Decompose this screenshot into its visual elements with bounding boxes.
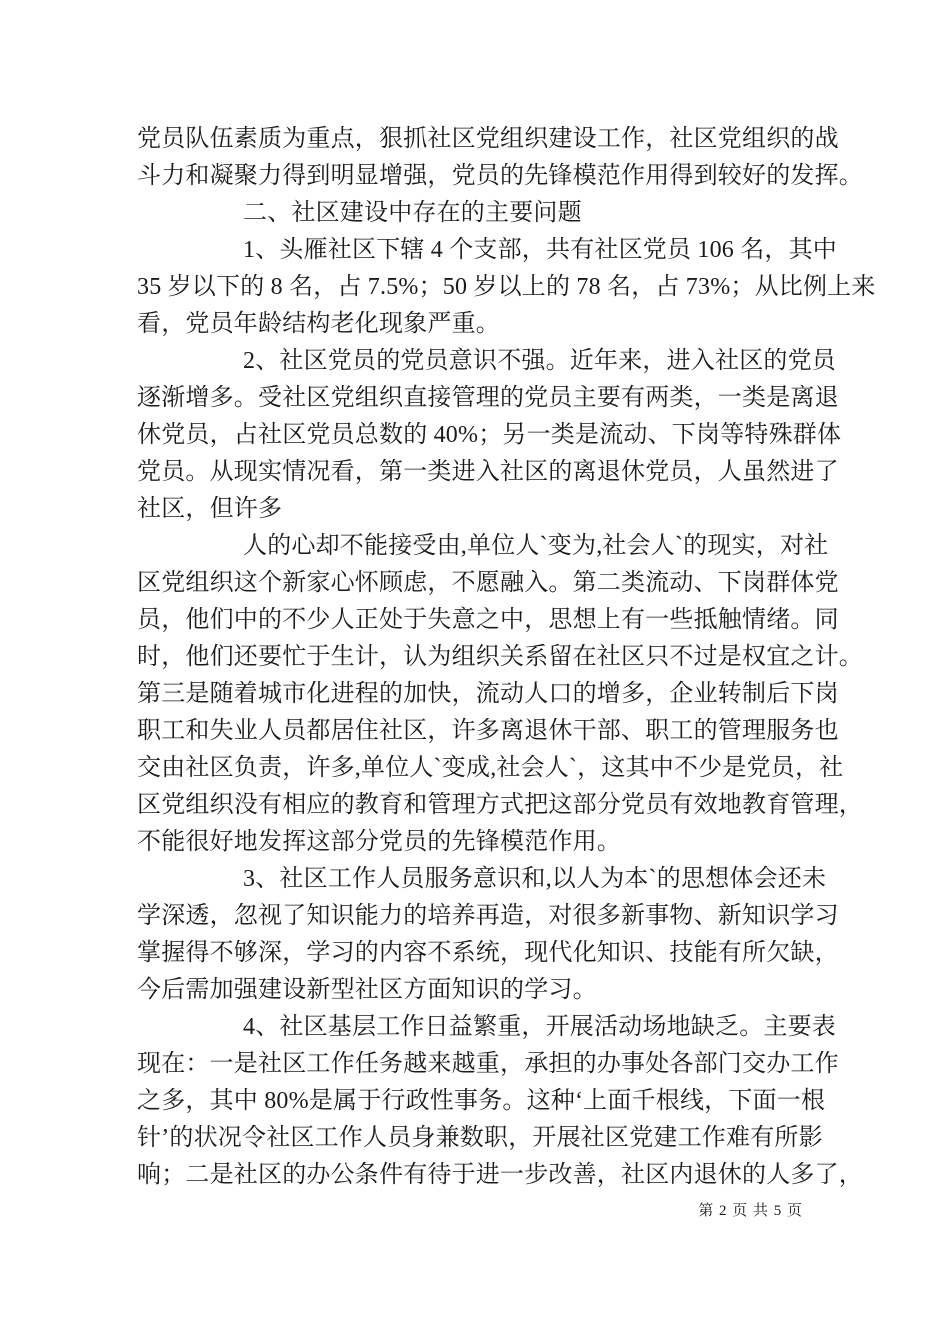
text-line: 党员队伍素质为重点，狠抓社区党组织建设工作，社区党组织的战 — [137, 126, 839, 152]
text-line: 员，他们中的不少人正处于失意之中，思想上有一些抵触情绪。同 — [137, 607, 839, 633]
text-line: 不能很好地发挥这部分党员的先锋模范作用。 — [137, 829, 621, 855]
text-line: 针’的状况令社区工作人员身兼数职，开展社区党建工作难有所影 — [137, 1125, 823, 1151]
text-line: 二、社区建设中存在的主要问题 — [243, 200, 582, 226]
text-line: 现在：一是社区工作任务越来越重，承担的办事处各部门交办工作 — [137, 1051, 839, 1077]
text-line: 休党员，占社区党员总数的 40%；另一类是流动、下岗等特殊群体 — [137, 422, 842, 448]
text-line: 社区，但许多 — [137, 496, 283, 522]
text-line: 4、社区基层工作日益繁重，开展活动场地缺乏。主要表 — [243, 1014, 836, 1040]
text-line: 今后需加强建设新型社区方面知识的学习。 — [137, 977, 597, 1003]
page-footer — [137, 1202, 803, 1220]
text-line: 逐渐增多。受社区党组织直接管理的党员主要有两类，一类是离退 — [137, 385, 839, 411]
text-line: 35 岁以下的 8 名，占 7.5%；50 岁以上的 78 名，占 73%；从比例上来 — [137, 274, 876, 300]
text-line: 看，党员年龄结构老化现象严重。 — [137, 311, 500, 337]
text-line: 1、头雁社区下辖 4 个支部，共有社区党员 106 名，其中 — [243, 237, 837, 263]
text-line: 人的心却不能接受由,单位人`变为,社会人`的现实，对社 — [243, 533, 829, 559]
text-line: 2、社区党员的党员意识不强。近年来，进入社区的党员 — [243, 348, 836, 374]
document-body — [137, 121, 876, 1194]
text-line: 职工和失业人员都居住社区，许多离退休干部、职工的管理服务也 — [137, 718, 839, 744]
text-line: 斗力和凝聚力得到明显增强，党员的先锋模范作用得到较好的发挥。 — [137, 163, 863, 189]
text-line: 学深透，忽视了知识能力的培养再造，对很多新事物、新知识学习 — [137, 903, 839, 929]
text-line: 党员。从现实情况看，第一类进入社区的离退休党员，人虽然进了 — [137, 459, 839, 485]
text-line: 区党组织没有相应的教育和管理方式把这部分党员有效地教育管理， — [137, 792, 863, 818]
text-line: 3、社区工作人员服务意识和,以人为本`的思想体会还未 — [243, 866, 827, 892]
text-line: 交由社区负责，许多,单位人`变成,社会人`，这其中不少是党员，社 — [137, 755, 844, 781]
text-line: 时，他们还要忙于生计，认为组织关系留在社区只不过是权宜之计。 — [137, 644, 863, 670]
text-line: 区党组织这个新家心怀顾虑，不愿融入。第二类流动、下岗群体党 — [137, 570, 839, 596]
text-line: 掌握得不够深，学习的内容不系统，现代化知识、技能有所欠缺， — [137, 940, 839, 966]
page-number: 第 2 页 共 5 页 — [698, 1203, 803, 1219]
text-line: 之多，其中 80%是属于行政性事务。这种‘上面千根线，下面一根 — [137, 1088, 826, 1114]
text-line: 第三是随着城市化进程的加快，流动人口的增多，企业转制后下岗 — [137, 681, 839, 707]
text-line: 响；二是社区的办公条件有待于进一步改善，社区内退休的人多了， — [137, 1162, 863, 1188]
